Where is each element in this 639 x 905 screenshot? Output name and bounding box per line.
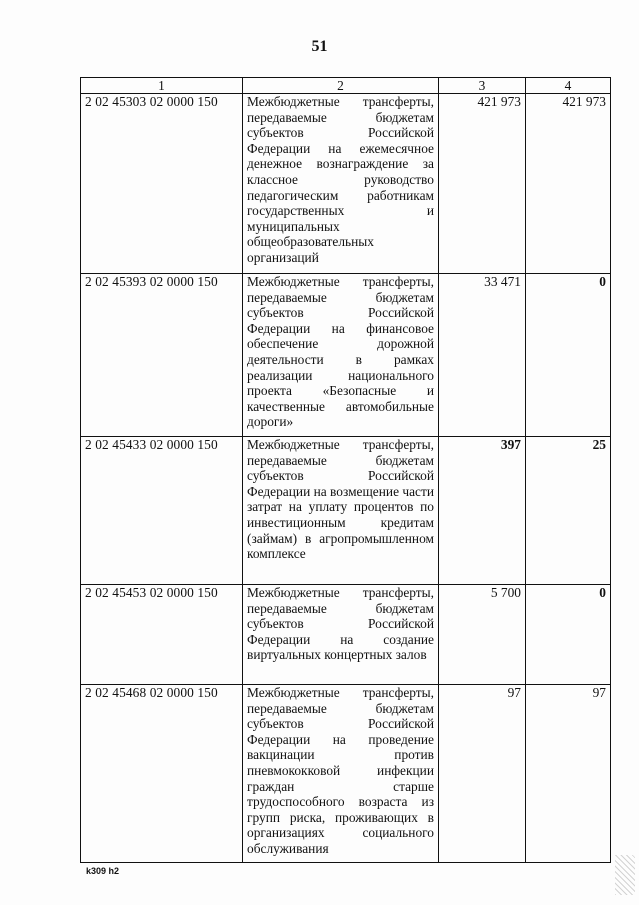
- footer-code: k309 h2: [86, 866, 120, 876]
- row-col3-value: 5 700: [439, 585, 526, 685]
- table-row: [81, 685, 611, 863]
- row-code: 2 02 45393 02 0000 150: [81, 274, 243, 437]
- header-col-4: 4: [526, 78, 611, 94]
- table-row: [81, 274, 611, 437]
- row-col3-value: 97: [439, 685, 526, 863]
- table-header: [81, 78, 611, 94]
- row-col4-value: 0: [526, 585, 611, 685]
- row-name: Межбюджетные трансферты, передаваемые бюджетам субъектов Российской Федерации на возмещение части затрат на уплату процентов по инвестиционным кредитам (займам) в агропромышленном комплексе: [243, 437, 439, 585]
- table-row: [81, 94, 611, 274]
- row-name: Межбюджетные трансферты, передаваемые бюджетам субъектов Российской Федерации на финансовое обеспечение дорожной деятельности в рамках реализации национального проекта «Безопасные и качественные автомобильные дороги»: [243, 274, 439, 437]
- row-code: 2 02 45468 02 0000 150: [81, 685, 243, 863]
- header-col-2: 2: [243, 78, 439, 94]
- row-col3-value: 421 973: [439, 94, 526, 274]
- row-name: Межбюджетные трансферты, передаваемые бюджетам субъектов Российской Федерации на ежемесячное денежное вознаграждение за классное руководство педагогическим работникам государственных и муниципальных общеобразовательных организаций: [243, 94, 439, 274]
- row-code: 2 02 45303 02 0000 150: [81, 94, 243, 274]
- table-body: [81, 94, 611, 863]
- header-row: [81, 78, 611, 94]
- budget-table: [80, 77, 611, 863]
- row-col4-value: 421 973: [526, 94, 611, 274]
- row-name: Межбюджетные трансферты, передаваемые бюджетам субъектов Российской Федерации на создание виртуальных концертных залов: [243, 585, 439, 685]
- page-number: 51: [311, 38, 328, 55]
- row-code: 2 02 45433 02 0000 150: [81, 437, 243, 585]
- row-col3-value: 397: [439, 437, 526, 585]
- row-name: Межбюджетные трансферты, передаваемые бюджетам субъектов Российской Федерации на проведение вакцинации против пневмококковой инфекции граждан старше трудоспособного возраста из групп риска, проживающих в организациях социального обслуживания: [243, 685, 439, 863]
- row-col3-value: 33 471: [439, 274, 526, 437]
- header-col-1: 1: [81, 78, 243, 94]
- scan-artifact: [615, 855, 635, 895]
- table-row: [81, 437, 611, 585]
- table-row: [81, 585, 611, 685]
- header-col-3: 3: [439, 78, 526, 94]
- row-col4-value: 0: [526, 274, 611, 437]
- row-col4-value: 25: [526, 437, 611, 585]
- row-col4-value: 97: [526, 685, 611, 863]
- row-code: 2 02 45453 02 0000 150: [81, 585, 243, 685]
